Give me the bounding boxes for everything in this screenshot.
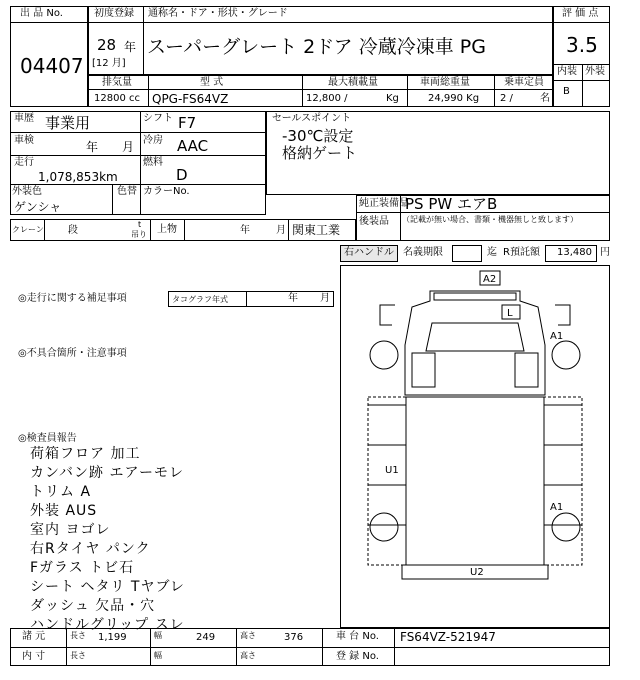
yen-label: 円 [600, 247, 610, 258]
rear-right-tire [552, 513, 580, 541]
height-value: 376 [284, 632, 304, 643]
gross-weight-label: 車両総重量 [420, 77, 470, 88]
diagram-label-u1: U1 [385, 465, 399, 476]
inspector-line-6: 右Rタイヤ パンク [30, 541, 151, 557]
diagram-label-a2: A2 [483, 274, 497, 285]
length-value: 1,199 [98, 632, 127, 643]
inner-length-label: 長さ [70, 651, 86, 660]
left-mirror [380, 305, 395, 325]
capacity-value: 2 / [500, 93, 513, 104]
displacement-label: 排気量 [102, 77, 132, 88]
ac-value: AAC [177, 137, 209, 155]
tachograph-month: 月 [320, 293, 330, 304]
std-equip-value: PS PW エアB [405, 195, 498, 213]
name-change-field [452, 245, 482, 262]
mileage-label: 走行 [14, 157, 34, 168]
diagram-label-a1-bottom: A1 [550, 502, 564, 513]
fuel-label: 燃料 [143, 157, 163, 168]
model-name: スーパーグレート 2ドア 冷蔵冷凍車 PG [147, 36, 486, 58]
inner-height-label: 高さ [240, 651, 256, 660]
sales-point-title: セールスポイント [272, 113, 352, 124]
chassis-number: FS64VZ-521947 [400, 630, 496, 644]
inspector-line-5: 室内 ヨゴレ [30, 522, 111, 538]
diagram-label-l: L [507, 308, 513, 319]
body-year: 年 [240, 225, 250, 236]
inspection-month: 月 [122, 140, 135, 154]
score-value: 3.5 [566, 33, 598, 57]
sales-point-line-2: 格納ゲート [282, 144, 358, 162]
width-label: 幅 [154, 631, 162, 640]
reg-month: [12 月] [92, 58, 126, 69]
r-deposit-label: R預託額 [503, 247, 540, 258]
rhd-label: 右ハンドル [344, 247, 394, 258]
crane-ton: t [138, 220, 142, 229]
cargo-box-inner [406, 397, 544, 565]
inspection-label: 車検 [14, 135, 34, 146]
cab-outline [405, 291, 545, 395]
specs-label: 諸 元 [22, 631, 46, 642]
color-change-label: 色替 [117, 186, 137, 197]
front-left-tire [370, 341, 398, 369]
ext-color-label: 外装色 [12, 186, 42, 197]
crane-stage: 段 [68, 225, 78, 236]
gross-weight-value: 24,990 Kg [428, 93, 480, 104]
height-label: 高さ [240, 631, 256, 640]
cab-roof-marker [434, 293, 516, 300]
chassis-label: 車 台 No. [336, 631, 379, 642]
inner-dim-label: 内 寸 [22, 651, 46, 662]
lot-label: 出 品 No. [20, 8, 63, 19]
color-no-label: カラーNo. [143, 186, 190, 197]
exterior-label: 外装 [585, 66, 605, 77]
capacity-unit: 名 [540, 93, 550, 104]
max-load-value: 12,800 / [306, 93, 348, 104]
inspector-line-4: 外装 AUS [30, 503, 98, 519]
cargo-box-outline [368, 397, 582, 565]
displacement-value: 12800 cc [94, 93, 140, 104]
interior-label: 内装 [557, 66, 577, 77]
body-label: 上物 [157, 224, 177, 235]
interior-grade: B [563, 86, 570, 97]
lot-number: 04407 [20, 54, 84, 78]
std-equip-label: 純正装備品 [359, 198, 409, 209]
width-value: 249 [196, 632, 216, 643]
right-mirror [555, 305, 570, 325]
history-label: 車歴 [14, 113, 34, 124]
inspector-report-label: ◎検査員報告 [18, 433, 77, 444]
reg-year: 28 [97, 36, 117, 54]
mileage-retro-label: 迄 [487, 247, 497, 258]
retrofit-label: 後装品 [359, 216, 389, 227]
ac-label: 冷房 [143, 135, 163, 146]
score-label: 評 価 点 [562, 8, 599, 19]
r-deposit-amount: 13,480 [557, 247, 592, 258]
type-label: 型 式 [200, 77, 224, 88]
inspector-line-2: カンバン跡 エアーモレ [30, 465, 185, 481]
registration-label: 登 録 No. [336, 651, 379, 662]
shift-label: シフト [143, 113, 173, 124]
tachograph-year: 年 [288, 293, 298, 304]
diagram-label-a1-top: A1 [550, 331, 564, 342]
mileage-value: 1,078,853km [38, 170, 118, 184]
ext-color-value: ゲンシャ [14, 200, 62, 214]
model-code: QPG-FS64VZ [152, 92, 229, 106]
name-change-label: 名義期限 [403, 247, 443, 258]
first-reg-label: 初度登録 [94, 8, 134, 19]
body-maker: 関東工業 [292, 223, 341, 237]
truck-diagram [340, 265, 610, 628]
reg-year-unit: 年 [124, 40, 137, 54]
rear-left-tire [370, 513, 398, 541]
crane-suspend: 吊り [131, 230, 147, 239]
fuel-value: D [176, 166, 188, 184]
inspector-line-1: 荷箱フロア 加工 [30, 446, 141, 462]
front-right-tire [552, 341, 580, 369]
shift-value: F7 [178, 114, 197, 132]
inner-width-label: 幅 [154, 651, 162, 660]
body-month: 月 [276, 225, 286, 236]
inspector-line-3: トリム A [30, 484, 92, 500]
defects-label: ◎不具合箇所・注意事項 [18, 348, 127, 359]
length-label: 長さ [70, 631, 86, 640]
crane-label: クレーン [12, 225, 44, 234]
name-label: 通称名・ドア・形状・グレード [148, 8, 288, 19]
capacity-label: 乗車定員 [504, 77, 544, 88]
inspector-line-10: ハンドルグリップ スレ [30, 617, 185, 633]
running-notes-label: ◎走行に関する補足事項 [18, 293, 127, 304]
inspector-line-8: シート ヘタリ Tヤブレ [30, 579, 185, 595]
history-value: 事業用 [45, 114, 91, 132]
diagram-label-u2: U2 [470, 567, 484, 578]
sales-point-line-1: -30℃設定 [282, 127, 354, 145]
inspector-line-9: ダッシュ 欠品・穴 [30, 598, 156, 614]
right-door [515, 353, 538, 387]
max-load-unit: Kg [386, 93, 399, 104]
left-door [412, 353, 435, 387]
inspector-line-7: Fガラス トビ石 [30, 560, 135, 576]
retrofit-note: （記載が無い場合、書類・機器無しと致します） [402, 215, 578, 224]
inspection-year: 年 [86, 140, 99, 154]
max-load-label: 最大積載量 [328, 77, 378, 88]
tachograph-label: タコグラフ年式 [172, 295, 228, 304]
windshield [426, 323, 524, 351]
